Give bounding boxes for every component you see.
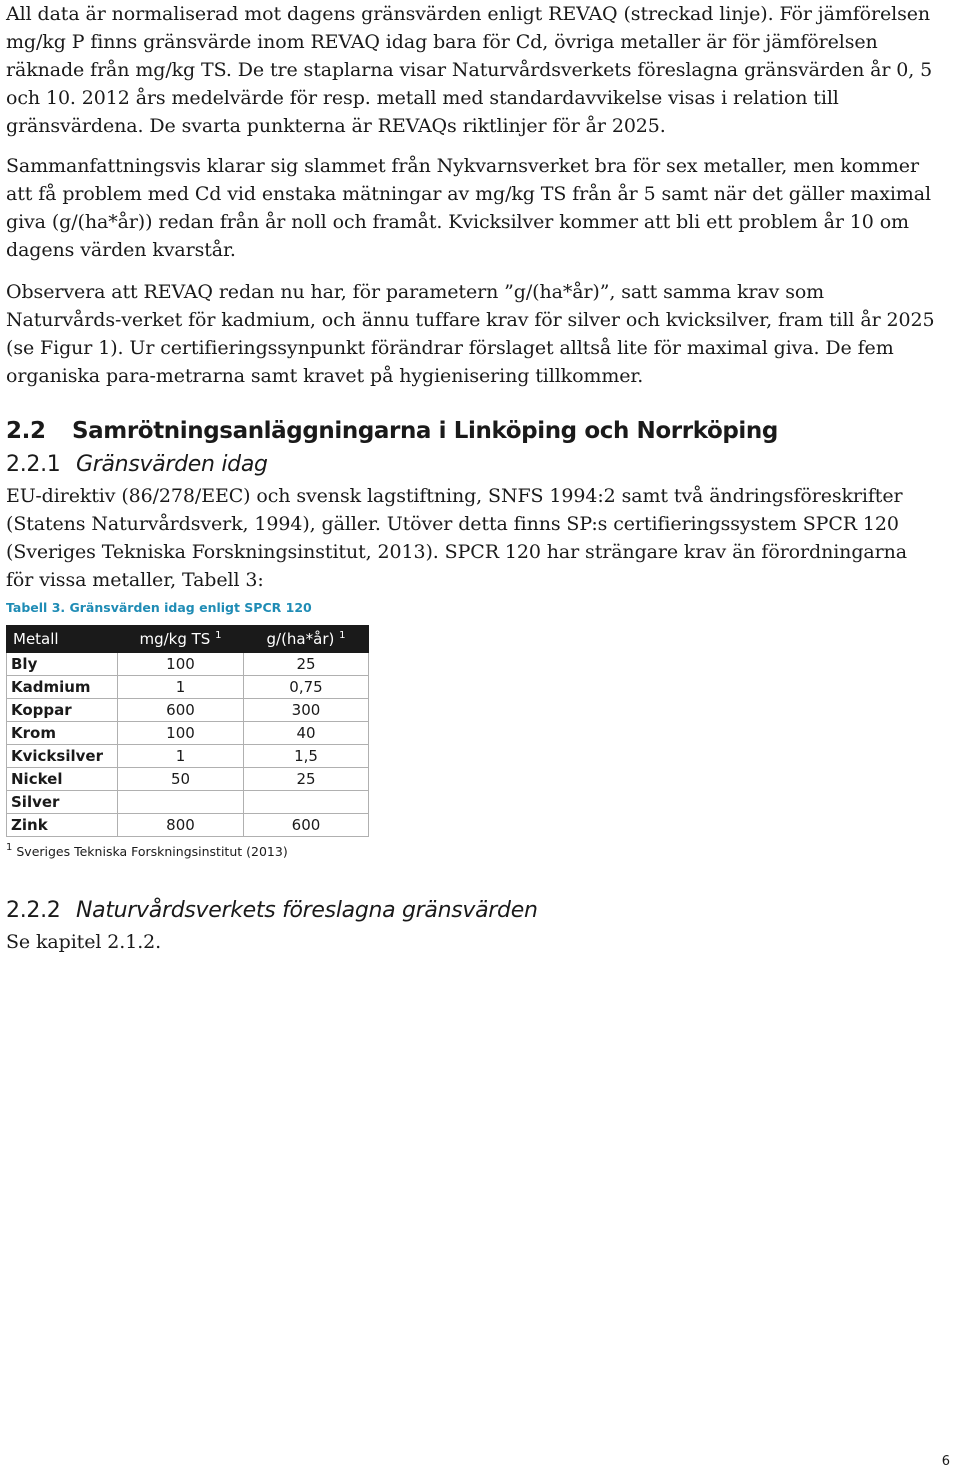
footnote-text: Sveriges Tekniska Forskningsinstitut (2013) — [16, 844, 288, 859]
table-footnote — [6, 844, 288, 859]
value-g-ha-year: 0,75 — [244, 676, 369, 699]
table-row — [7, 676, 369, 699]
table-row — [7, 768, 369, 791]
section-title: Samrötningsanläggningarna i Linköping och Norrköping — [72, 418, 778, 444]
subsection-number: 2.2.2 — [6, 898, 61, 923]
subsection-heading-2-2-2 — [6, 898, 538, 923]
value-g-ha-year: 600 — [244, 814, 369, 837]
limits-table — [6, 625, 369, 837]
metal-name: Krom — [7, 722, 118, 745]
paragraph-summary: Sammanfattningsvis klarar sig slammet från Nykvarnsverket bra för sex metaller, men kommer att få problem med Cd vid enstaka mätningar av mg/kg TS från år 5 samt när det gäller maximal giva (g/(ha*år)) redan från år noll och framåt. Kvicksilver kommer att bli ett problem år 10 om dagens värden kvarstår. — [6, 155, 931, 261]
subsection-title: Naturvårdsverkets föreslagna gränsvärden — [76, 898, 538, 923]
metal-name: Nickel — [7, 768, 118, 791]
paragraph-observation: Observera att REVAQ redan nu har, för parametern ”g/(ha*år)”, satt samma krav som Naturvårds-verket för kadmium, och ännu tuffare krav för silver och kvicksilver, fram till år 2025 (se Figur 1). Ur certifieringssynpunkt förändrar förslaget alltså lite för maximal giva. De fem organiska para-metrarna samt kravet på hygienisering tillkommer. — [6, 281, 935, 387]
metal-name: Silver — [7, 791, 118, 814]
value-mg-kg-ts: 1 — [118, 745, 244, 768]
value-g-ha-year: 300 — [244, 699, 369, 722]
header-metal: Metall — [7, 626, 118, 653]
value-mg-kg-ts: 100 — [118, 722, 244, 745]
section-heading-2-2 — [6, 418, 778, 444]
value-mg-kg-ts — [118, 791, 244, 814]
value-mg-kg-ts: 50 — [118, 768, 244, 791]
table-row — [7, 722, 369, 745]
metal-name: Zink — [7, 814, 118, 837]
table-row — [7, 814, 369, 837]
metal-name: Kadmium — [7, 676, 118, 699]
value-g-ha-year — [244, 791, 369, 814]
value-g-ha-year: 1,5 — [244, 745, 369, 768]
value-g-ha-year: 25 — [244, 768, 369, 791]
value-mg-kg-ts: 600 — [118, 699, 244, 722]
table-row — [7, 699, 369, 722]
header-footnote-mark: 1 — [215, 630, 222, 641]
metal-name: Kvicksilver — [7, 745, 118, 768]
value-g-ha-year: 40 — [244, 722, 369, 745]
subsection-heading-2-2-1 — [6, 452, 268, 477]
paragraph-figure-description: All data är normaliserad mot dagens gränsvärden enligt REVAQ (streckad linje). För jämförelsen mg/kg P finns gränsvärde inom REVAQ idag bara för Cd, övriga metaller är för jämförelsen räknade från mg/kg TS. De tre staplarna visar Naturvårdsverkets föreslagna gränsvärden år 0, 5 och 10. 2012 års medelvärde för resp. metall med standardavvikelse visas i relation till gränsvärdena. De svarta punkterna är REVAQs riktlinjer för år 2025. — [6, 3, 933, 137]
header-footnote-mark: 1 — [339, 630, 346, 641]
table-row — [7, 745, 369, 768]
table-header-row — [7, 626, 369, 653]
value-mg-kg-ts: 800 — [118, 814, 244, 837]
table-caption: Tabell 3. Gränsvärden idag enligt SPCR 120 — [6, 600, 312, 615]
value-mg-kg-ts: 1 — [118, 676, 244, 699]
table-row — [7, 653, 369, 676]
value-mg-kg-ts: 100 — [118, 653, 244, 676]
value-g-ha-year: 25 — [244, 653, 369, 676]
page-number: 6 — [941, 1454, 950, 1469]
subsection-number: 2.2.1 — [6, 452, 61, 477]
paragraph-regulations: EU-direktiv (86/278/EEC) och svensk lagstiftning, SNFS 1994:2 samt två ändringsföreskrifter (Statens Naturvårdsverk, 1994), gäller. Utöver detta finns SP:s certifieringssystem SPCR 120 (Sveriges Tekniska Forskningsinstitut, 2013). SPCR 120 har strängare krav än förordningarna för vissa metaller, Tabell 3: — [6, 485, 907, 591]
paragraph-see-chapter: Se kapitel 2.1.2. — [6, 931, 162, 953]
footnote-mark: 1 — [6, 842, 13, 853]
metal-name: Koppar — [7, 699, 118, 722]
metal-name: Bly — [7, 653, 118, 676]
subsection-title: Gränsvärden idag — [76, 452, 268, 477]
section-number: 2.2 — [6, 418, 46, 444]
table-row — [7, 791, 369, 814]
header-g-ha-year: g/(ha*år) $^1$ — [244, 626, 369, 653]
header-mg-kg-ts: mg/kg TS $^1$ — [118, 626, 244, 653]
